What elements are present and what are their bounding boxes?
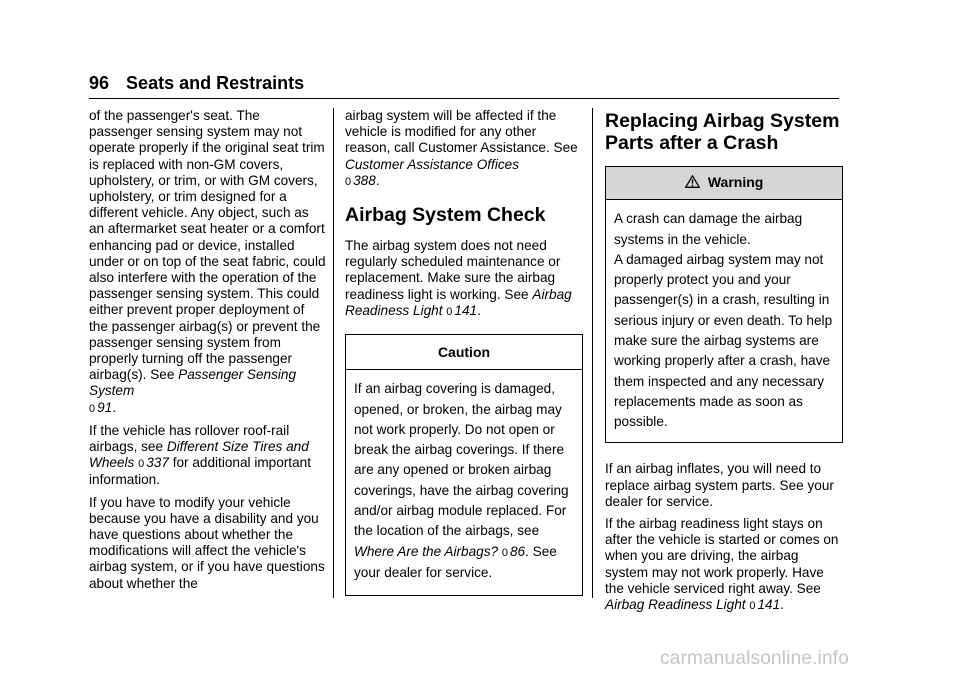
- paragraph: If an airbag inflates, you will need to replace airbag system parts. See your dealer for service.: [605, 461, 834, 509]
- paragraph-text: .: [477, 302, 481, 318]
- column-divider: [333, 108, 334, 598]
- column-divider: [592, 108, 593, 598]
- page-reference[interactable]: 388: [353, 172, 376, 188]
- paragraph-text: airbag system will be affected if the vehicle is modified for any other reason, call Customer Assistance. See: [345, 108, 578, 156]
- paragraph-text: The airbag system does not need regularly scheduled maintenance or replacement. Make sure the airbag readiness light is working. See: [345, 238, 561, 302]
- column-1: [89, 108, 327, 598]
- paragraph-text: .: [112, 399, 117, 415]
- page-number: 96: [89, 73, 110, 93]
- cross-reference-link[interactable]: Airbag Readiness Light: [345, 286, 572, 318]
- caution-text: . See your dealer for service.: [354, 543, 557, 580]
- warning-box: [605, 166, 843, 443]
- paragraph-text: If the airbag readiness light stays on after the vehicle is started or comes on when you are driving, the airbag system may not work properly. Have the vehicle serviced right away. See: [605, 516, 839, 596]
- page-reference[interactable]: 141: [757, 597, 781, 613]
- column-3: [605, 108, 843, 620]
- page-reference-icon: 0: [89, 402, 96, 415]
- warning-title: Warning: [707, 174, 764, 190]
- page-reference-icon: 0: [446, 305, 453, 318]
- paragraph-text: of the passenger's seat. The passenger sensing system may not operate properly if the original seat trim is replaced with non-GM covers, upholstery, or trim, or with GM covers, upholstery, or trim designed for a different vehicle. Any object, such as an aftermarket seat heater or a comfort enhancing pad or device, installed under or on top of the seat fabric, could also interfere with the operation of the passenger sensing system. This could either prevent proper deployment of the passenger airbag(s) or prevent the passenger sensing system from properly turning off the passenger airbag(s). See: [89, 108, 326, 383]
- section-heading: Airbag System Check: [345, 204, 546, 227]
- page-reference[interactable]: 86: [509, 543, 526, 559]
- cross-reference-link[interactable]: Where Are the Airbags?: [354, 543, 499, 559]
- page-reference[interactable]: 337: [146, 455, 169, 471]
- paragraph: [89, 108, 327, 417]
- page-header: [89, 72, 839, 94]
- page-reference[interactable]: 91: [97, 399, 113, 415]
- warning-text: A damaged airbag system may not properly protect you and your passenger(s) in a crash, resulting in serious injury or even death. To help make sure the airbag systems are working properly after a crash, have them inspected and any necessary replacements made as soon as possible.: [614, 251, 833, 430]
- caution-title: Caution: [346, 335, 582, 370]
- cross-reference-link[interactable]: Airbag Readiness Light: [605, 597, 746, 613]
- paragraph: If you have to modify your vehicle because you have a disability and you have questions about whether the modifications will affect the vehicle's airbag system, or if you have questions about whether the: [89, 494, 325, 591]
- caution-text: If an airbag covering is damaged, opened, or broken, the airbag may not work properly. Do not open or break the airbag coverings. If there are any opened or broken airbag coverings, have the airbag covering and/or airbag module replaced. For the location of the airbags, see: [354, 381, 569, 539]
- paragraph: [345, 108, 583, 190]
- page-reference-icon: 0: [749, 600, 756, 613]
- paragraph: [605, 516, 843, 614]
- page-reference-icon: 0: [138, 458, 145, 471]
- cross-reference-link[interactable]: Passenger Sensing System: [89, 367, 297, 399]
- page-reference[interactable]: 141: [454, 302, 478, 318]
- cross-reference-link[interactable]: Different Size Tires and Wheels: [89, 439, 309, 471]
- column-2: [345, 108, 583, 596]
- section-heading: Replacing Airbag System Parts after a Crash: [605, 110, 840, 154]
- warning-header: [606, 167, 842, 200]
- warning-text: A crash can damage the airbag systems in the vehicle.: [614, 211, 803, 247]
- page-reference-icon: 0: [345, 175, 352, 188]
- header-rule: [89, 98, 839, 99]
- page-reference-icon: 0: [501, 546, 508, 559]
- paragraph-text: .: [375, 172, 380, 188]
- cross-reference-link[interactable]: Customer Assistance Offices: [345, 156, 520, 172]
- paragraph: [89, 423, 327, 489]
- paragraph-text: for additional important information.: [89, 455, 311, 488]
- paragraph-text: .: [780, 597, 784, 613]
- paragraph: [345, 238, 583, 320]
- paragraph-text: If the vehicle has rollover roof-rail airbags, see: [89, 422, 290, 455]
- warning-triangle-icon: [685, 174, 704, 191]
- section-title: Seats and Restraints: [126, 73, 305, 93]
- watermark: carmanualsonline.info: [660, 648, 850, 669]
- caution-box: [345, 334, 583, 596]
- caution-body: [346, 370, 582, 595]
- warning-body: [606, 200, 842, 442]
